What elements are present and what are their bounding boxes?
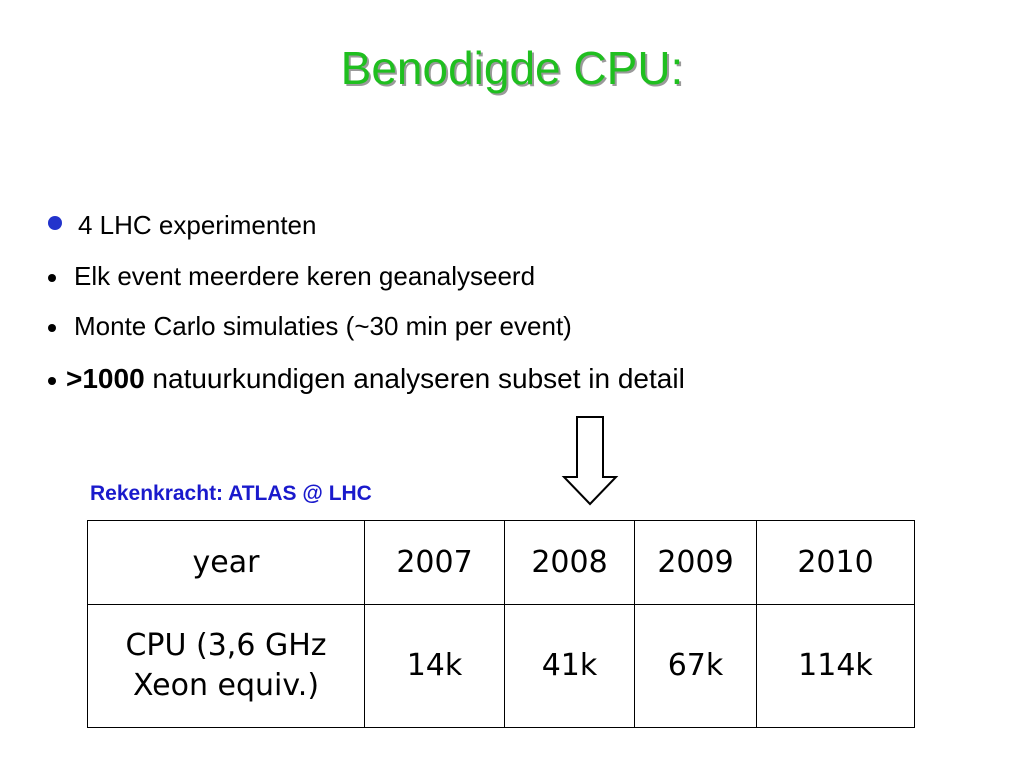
bullet-dot-icon	[48, 216, 62, 230]
bullet-text: Monte Carlo simulaties (~30 min per event)	[74, 311, 572, 341]
table-cell-year: 2009	[635, 521, 757, 605]
table-cell-value: 67k	[635, 605, 757, 728]
bullet-dot-icon	[48, 324, 56, 332]
table-row	[88, 521, 915, 605]
table-cell-value: 114k	[757, 605, 915, 728]
cpu-label-line: Xeon equiv.)	[132, 668, 320, 703]
table-cell-year: 2010	[757, 521, 915, 605]
page-title: Benodigde CPU:	[340, 42, 684, 94]
bullet-dot-icon	[48, 377, 56, 385]
bullet-item	[48, 259, 535, 293]
bullet-dot-icon	[48, 274, 56, 282]
bullet-bold-prefix: >1000	[66, 363, 145, 394]
bullet-item	[48, 309, 572, 343]
cpu-table	[87, 520, 915, 728]
bullet-text: natuurkundigen analyseren subset in detail	[144, 363, 685, 394]
table-cell-cpu-label	[88, 605, 365, 728]
table-cell-value: 41k	[505, 605, 635, 728]
table-cell-value: 14k	[365, 605, 505, 728]
down-arrow-icon	[560, 415, 620, 507]
bullet-item	[48, 362, 685, 396]
bullet-item	[48, 208, 316, 242]
bullet-text: Elk event meerdere keren geanalyseerd	[74, 261, 536, 291]
table-cell-year: 2007	[365, 521, 505, 605]
table-cell-year: 2008	[505, 521, 635, 605]
table-cell-year-label: year	[88, 521, 365, 605]
table-row	[88, 605, 915, 728]
bullet-text: 4 LHC experimenten	[78, 210, 317, 240]
table-caption: Rekenkracht: ATLAS @ LHC	[90, 482, 372, 505]
cpu-label-line: CPU (3,6 GHz	[125, 628, 327, 663]
